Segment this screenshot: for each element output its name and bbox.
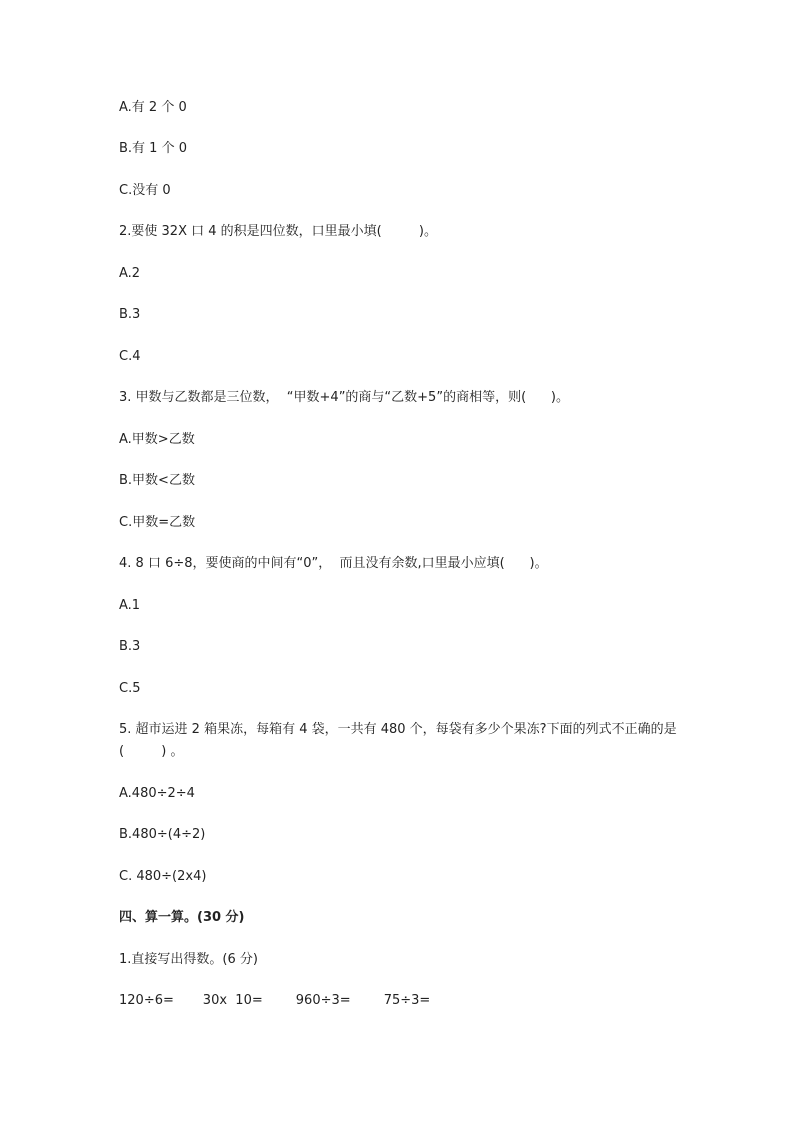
question-4-option-b: B.3 <box>119 639 141 654</box>
question-5-text: 5. 超市运进 2 箱果冻，每箱有 4 袋，一共有 480 个，每袋有多少个果冻?下面的列式不正确的是( ) 。 <box>119 722 677 759</box>
question-2-option-a: A.2 <box>119 266 141 281</box>
section-heading: 四、算一算。(30 分) <box>119 910 245 925</box>
question-4-option-c: C.5 <box>119 681 141 696</box>
question-3-option-c: C.甲数=乙数 <box>119 515 196 530</box>
option-b-line: B.有 1 个 0 <box>119 141 187 156</box>
question-5-option-c: C. 480÷(2x4) <box>119 869 207 884</box>
sub-question-1-text: 1.直接写出得数。(6 分) <box>119 952 258 967</box>
question-2-text: 2.要使 32X 口 4 的积是四位数，口里最小填( )。 <box>119 224 437 239</box>
question-5-option-b: B.480÷(4÷2) <box>119 827 206 842</box>
option-c-line: C.没有 0 <box>119 183 171 198</box>
question-4-text: 4. 8 口 6÷8，要使商的中间有“0”， 而且没有余数,口里最小应填( )。 <box>119 556 548 571</box>
question-2-option-c: C.4 <box>119 349 141 364</box>
question-3-text: 3. 甲数与乙数都是三位数， “甲数+4”的商与“乙数+5”的商相等，则( )。 <box>119 390 570 405</box>
question-5-option-a: A.480÷2÷4 <box>119 786 195 801</box>
option-a-line: A.有 2 个 0 <box>119 100 187 115</box>
calculation-row: 120÷6= 30x 10= 960÷3= 75÷3= <box>119 993 431 1008</box>
question-3-option-a: A.甲数>乙数 <box>119 432 195 447</box>
question-4-option-a: A.1 <box>119 598 141 613</box>
question-2-option-b: B.3 <box>119 307 141 322</box>
question-3-option-b: B.甲数<乙数 <box>119 473 195 488</box>
